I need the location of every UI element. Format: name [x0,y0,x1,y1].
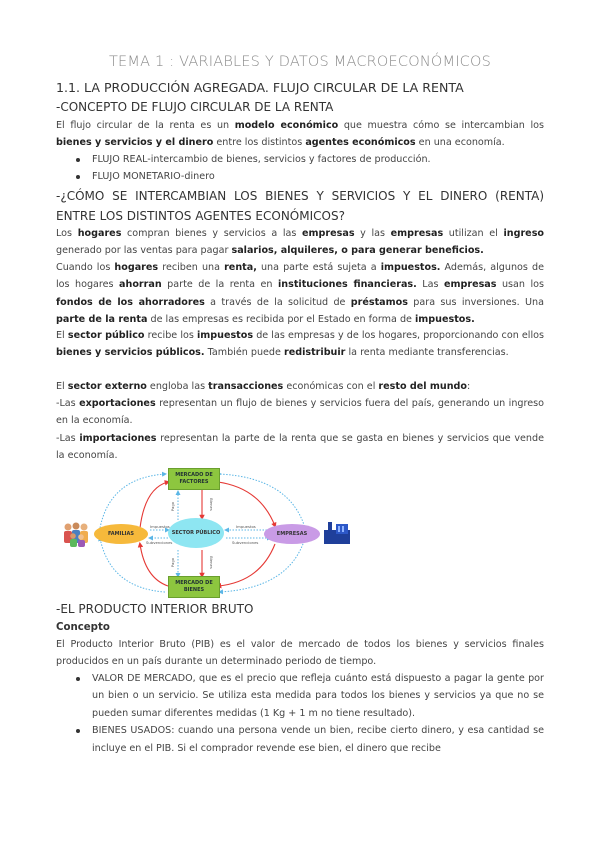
exchange-paragraph-3: El sector público recibe los impuestos de las empresas y de los hogares, proporcionando con ellos bienes y servicios públicos. También puede redistribuir la renta mediante transferencias. [56,330,544,359]
list-item: FLUJO MONETARIO-dinero [56,168,544,185]
document-title: TEMA 1 : VARIABLES Y DATOS MACROECONÓMICOS [108,54,492,70]
concept-heading: -CONCEPTO DE FLUJO CIRCULAR DE LA RENTA [56,100,334,114]
goods-market-box: MERCADO DE BIENES [168,576,220,598]
subsidies-label-left: Subvenciones [146,540,173,545]
gdp-heading: -EL PRODUCTO INTERIOR BRUTO [56,602,254,616]
bullet-icon [76,175,80,179]
public-sector-node: SECTOR PÚBLICO [168,518,224,548]
payment-label-top: Pago [170,501,176,512]
bullet-icon [76,729,80,733]
exchange-heading: -¿CÓMO SE INTERCAMBIAN LOS BIENES Y SERVICIOS Y EL DINERO (RENTA) ENTRE LOS DISTINTOS AGENTES ECONÓMICOS? [56,189,544,223]
gdp-paragraph: El Producto Interior Bruto (PIB) es el valor de mercado de todos los bienes y servicios finales producidos en un país durante un determinado periodo de tiempo. [56,639,544,668]
firms-node: EMPRESAS [264,524,320,544]
taxes-label-right: Impuestos [236,524,256,529]
payment-label-bottom: Pago [170,557,176,568]
exchange-paragraph-2: Cuando los hogares reciben una renta, una parte está sujeta a impuestos. Además, algunos de los hogares ahorran parte de la renta en instituciones financieras. Las empresas usan los fondos de los ahorradores a través de la solicitud de préstamos para sus inversiones. Una parte de la renta de las empresas es recibida por el Estado en forma de impuestos. [56,262,545,326]
goods-label-top: Bienes [208,498,214,511]
gdp-subheading: Concepto [56,622,110,633]
subsidies-label-right: Subvenciones [232,540,259,545]
taxes-label-left: Impuestos [150,524,170,529]
exchange-paragraph-5: -Las exportaciones representan un flujo de bienes y servicios fuera del país, generando un ingreso en la economía. [56,398,544,427]
concept-paragraph: El flujo circular de la renta es un modelo económico que muestra cómo se intercambian los bienes y servicios y el dinero entre los distintos agentes económicos en una economía. [56,120,545,149]
households-people-icon [62,522,92,548]
circular-flow-diagram [60,466,350,598]
factory-icon [324,520,350,544]
list-item: BIENES USADOS: cuando una persona vende un bien, recibe cierto dinero, y esa cantidad se incluye en el PIB. Si el comprador revende ese bien, el dinero que recibe [56,722,544,757]
flow-bullet-list [56,151,544,186]
exchange-paragraph-6: -Las importaciones representan la parte de la renta que se gasta en bienes y servicios que vende la economía. [56,433,544,462]
gdp-bullet-list [56,670,544,757]
households-node: FAMILIAS [94,524,148,544]
exchange-paragraph-4: El sector externo engloba las transacciones económicas con el resto del mundo: [56,381,471,392]
bullet-icon [76,158,80,162]
list-item: FLUJO REAL-intercambio de bienes, servicios y factores de producción. [56,151,544,168]
list-item: VALOR DE MERCADO, que es el precio que refleja cuánto está dispuesto a pagar la gente por un bien o un servicio. Se utiliza esta medida para todos los bienes y servicios ya que no se pueden sumar diferentes medidas (1 Kg + 1 m no tiene resultado). [56,670,544,722]
exchange-paragraph-1: Los hogares compran bienes y servicios a las empresas y las empresas utilizan el ingreso generado por las ventas para pagar salarios, alquileres, o para generar beneficios. [56,228,544,257]
goods-label-bottom: Bienes [208,556,214,569]
bullet-icon [76,677,80,681]
factor-market-box: MERCADO DE FACTORES [168,468,220,490]
section-heading: 1.1. LA PRODUCCIÓN AGREGADA. FLUJO CIRCULAR DE LA RENTA [56,80,464,95]
